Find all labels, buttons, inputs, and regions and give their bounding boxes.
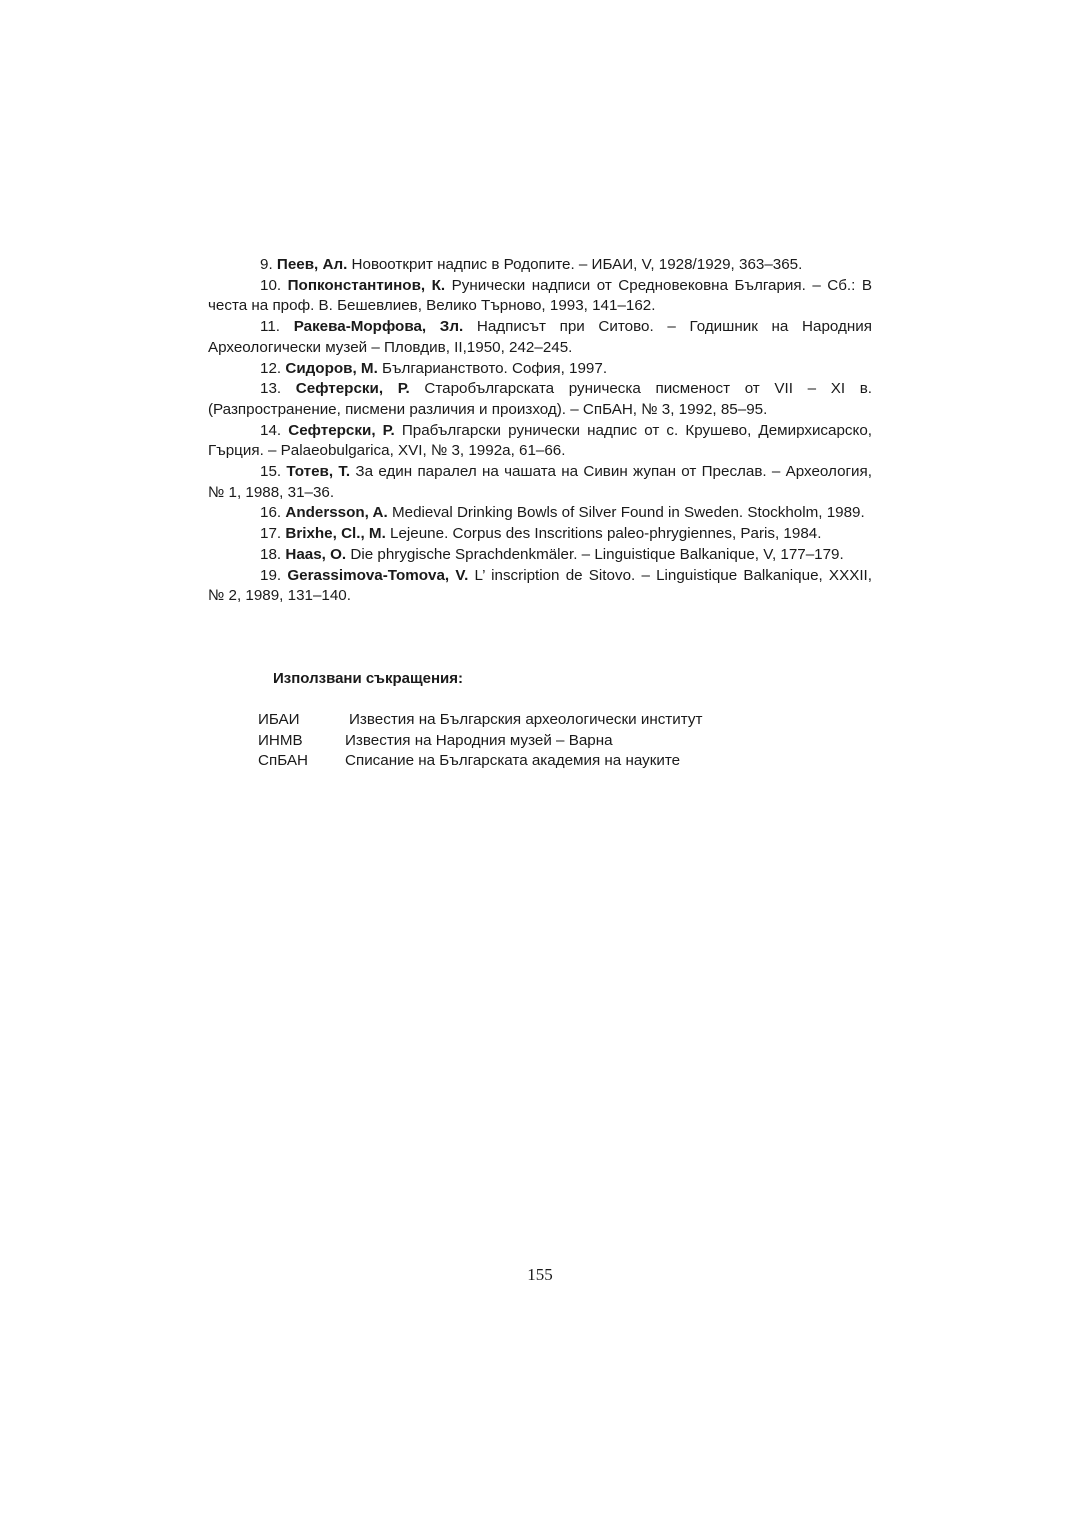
reference-author: Ракева-Морфова, Зл. <box>293 318 464 336</box>
reference-author: Haas, O. <box>285 545 347 563</box>
reference-item <box>208 566 872 607</box>
reference-text: За един паралел на чашата на Сивин жупан от Преслав. – Археология, № 1, 1988, 31–36. <box>208 463 872 501</box>
reference-text: Надписът при Ситово. – Годишник на Народния Археологически музей – Пловдив, II,1950, 242–245. <box>208 318 872 356</box>
reference-item <box>208 276 872 317</box>
reference-item <box>208 317 872 358</box>
reference-number: 12. <box>260 359 282 377</box>
reference-text: Прабългарски рунически надпис от с. Крушево, Демирхисарско, Гърция. – Palaeobulgarica, XVI, № 3, 1992а, 61–66. <box>208 421 872 460</box>
reference-item <box>208 545 872 566</box>
reference-text: Medieval Drinking Bowls of Silver Found in Sweden. Stockholm, 1989. <box>387 504 865 522</box>
reference-number: 11. <box>260 318 280 336</box>
reference-author: Пеев, Ал. <box>276 256 348 273</box>
abbreviation-definition: Известия на Българския археологически институт <box>349 711 703 728</box>
reference-number: 15. <box>260 463 282 481</box>
reference-text: Старобългарската руническа писменост от VII – XI в. (Разпространение, писмени различия и произход). – СпБАН, № 3, 1992, 85–95. <box>208 380 872 418</box>
reference-number: 10. <box>260 276 282 294</box>
abbreviation-definition: Списание на Българската академия на науките <box>345 752 681 769</box>
reference-item <box>208 255 872 276</box>
abbreviation-definition: Известия на Народния музей – Варна <box>345 731 613 749</box>
reference-item <box>208 524 872 545</box>
abbreviations-heading: Използвани съкращения: <box>273 670 464 687</box>
reference-author: Andersson, A. <box>285 504 388 522</box>
abbreviation-row <box>258 710 858 731</box>
reference-text: L’ inscription de Sitovo. – Linguistique Balkanique, XXXII, № 2, 1989, 131–140. <box>208 566 872 605</box>
reference-number: 14. <box>260 421 282 439</box>
abbreviation-term: ИНМВ <box>258 731 303 749</box>
reference-number: 18. <box>260 545 282 563</box>
reference-text: Рунически надписи от Средновековна България. – Сб.: В честа на проф. В. Бешевлиев, Велико Търново, 1993, 141–162. <box>208 276 872 315</box>
reference-number: 13. <box>260 380 282 398</box>
reference-item <box>208 503 872 524</box>
reference-item <box>208 462 872 503</box>
reference-text: Lejeune. Corpus des Inscritions paleo-phrygiennes, Paris, 1984. <box>385 525 822 543</box>
reference-author: Сефтерски, Р. <box>295 380 410 398</box>
abbreviation-term: ИБАИ <box>258 711 300 728</box>
reference-number: 9. <box>260 256 273 273</box>
reference-item <box>208 359 872 380</box>
reference-author: Попконстантинов, К. <box>287 276 446 294</box>
reference-author: Сефтерски, Р. <box>288 421 395 439</box>
reference-author: Gerassimova-Tomova, V. <box>287 566 469 584</box>
reference-number: 17. <box>260 525 282 543</box>
abbreviations-list <box>258 710 858 772</box>
abbreviation-row <box>258 751 858 772</box>
reference-text: Новооткрит надпис в Родопите. – ИБАИ, V, 1928/1929, 363–365. <box>347 256 803 273</box>
reference-item <box>208 421 872 462</box>
reference-author: Brixhe, Cl., M. <box>285 525 386 543</box>
abbreviation-term: СпБАН <box>258 752 308 769</box>
reference-author: Тотев, Т. <box>286 463 351 481</box>
abbreviation-row <box>258 731 858 752</box>
reference-number: 16. <box>260 504 282 522</box>
reference-text: Die phrygische Sprachdenkmäler. – Linguistique Balkanique, V, 177–179. <box>346 545 844 563</box>
reference-text: Българианството. София, 1997. <box>377 359 608 377</box>
reference-item <box>208 379 872 420</box>
reference-author: Сидоров, М. <box>285 359 378 377</box>
reference-number: 19. <box>260 566 282 584</box>
reference-list <box>208 255 872 607</box>
page-number: 155 <box>527 1265 553 1284</box>
